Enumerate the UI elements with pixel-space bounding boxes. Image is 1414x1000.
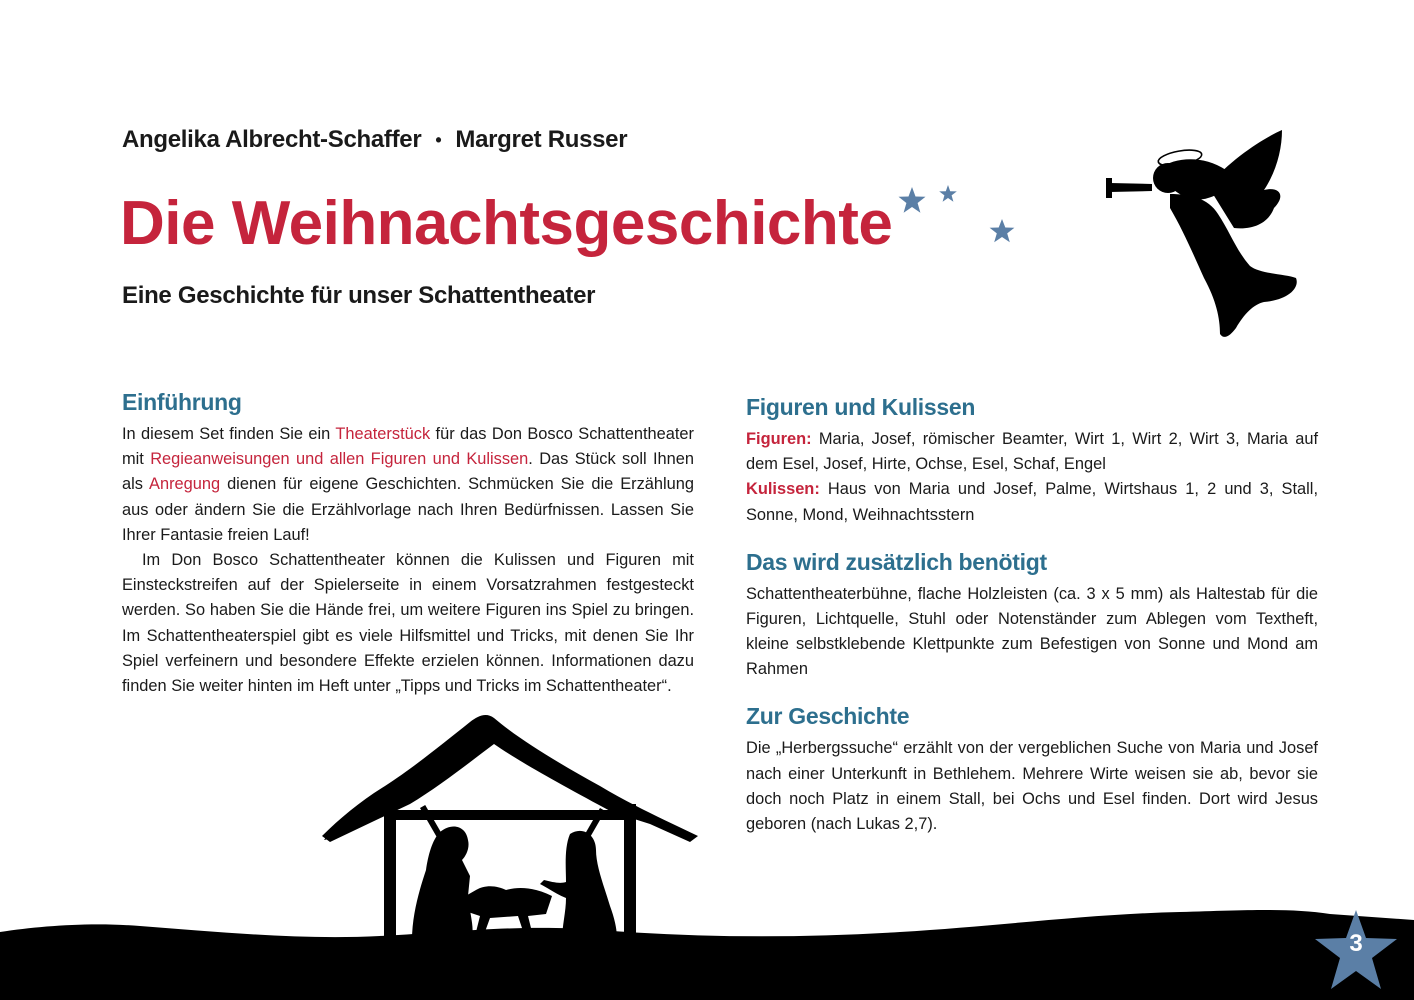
- star-icon: [990, 219, 1015, 242]
- stable-post-right: [624, 804, 636, 944]
- geschichte-heading: Zur Geschichte: [746, 703, 910, 730]
- star-icon: [899, 187, 926, 213]
- author-2: Margret Russer: [455, 126, 628, 153]
- figuren-heading: Figuren und Kulissen: [746, 394, 976, 420]
- mary-silhouette: [540, 831, 617, 940]
- star-icon: [939, 185, 957, 202]
- kulissen-label: Kulissen:: [746, 480, 820, 499]
- highlight-anregung: Anregung: [149, 475, 221, 494]
- ground-silhouette: [0, 910, 1414, 1000]
- geschichte-paragraph: Die „Herbergssuche“ erzählt von der vergeblichen Suche von Maria und Josef nach einer Unterkunft in Bethlehem. Mehrere Wirte weisen sie ab, bevor sie doch noch Platz in einem Stall, bei Ochs und Esel finden. Dort wird Jesus geboren (nach Lukas 2,7).: [746, 739, 1318, 833]
- intro-paragraph-1: In diesem Set finden Sie ein Theaterstück für das Don Bosco Schattentheater mit Regieanweisungen und allen Figuren und Kulissen. Das Stück soll Ihnen als Anregung dienen für eigene Geschichten. Schmücken Sie die Erzählung aus oder ändern Sie die Erzählvorlage nach Ihren Bedürfnissen. Lassen Sie Ihrer Fantasie freien Lauf!: [122, 424, 695, 544]
- angel-trumpet-icon: [1104, 128, 1304, 340]
- page-subtitle: Eine Geschichte für unser Schattentheater: [122, 282, 596, 309]
- intro-column: [122, 388, 694, 699]
- page-title: Die Weihnachtsgeschichte: [120, 189, 893, 258]
- nativity-silhouette: [0, 700, 1414, 1000]
- author-1: Angelika Albrecht-Schaffer: [122, 126, 422, 153]
- intro-heading: Einführung: [122, 389, 242, 415]
- joseph-silhouette: [412, 826, 473, 940]
- material-heading: Das wird zusätzlich benötigt: [746, 548, 1047, 575]
- figuren-label: Figuren:: [746, 429, 812, 448]
- material-paragraph: Schattentheaterbühne, flache Holzleisten (ca. 3 x 5 mm) als Haltestab für die Figuren, Lichtquelle, Stuhl oder Notenständer zum Ablegen vom Textheft, kleine selbstklebende Klettpunkte zum Befestigen von Sonne und Mond am Rahmen: [746, 584, 1318, 679]
- stable-post-left: [384, 804, 396, 944]
- stars-decoration: [892, 182, 1022, 252]
- author-separator: •: [435, 129, 442, 150]
- intro-paragraph-2: Im Don Bosco Schattentheater können die Kulissen und Figuren mit Einsteckstreifen auf der Spielerseite in einem Vorsatzrahmen festgesteckt werden. So haben Sie die Hände frei, um weitere Figuren ins Spiel zu bringen. Im Schattentheaterspiel gibt es viele Hilfsmittel und Tricks, mit denen Sie Ihr Spiel verfeinern und besondere Effekte erzielen können. Informationen dazu finden Sie weiter hinten im Heft unter „Tipps und Tricks im Schattentheater“.: [122, 550, 694, 695]
- author-line: [122, 126, 627, 154]
- highlight-theaterstueck: Theaterstück: [335, 424, 431, 443]
- page-number: 3: [1349, 930, 1363, 957]
- figuren-paragraph: Figuren: Maria, Josef, römischer Beamter, Wirt 1, Wirt 2, Wirt 3, Maria auf dem Esel, Josef, Hirte, Ochse, Esel, Schaf, Engel Kulissen: Haus von Maria und Josef, Palme, Wirtshaus 1, 2 und 3, Stall, Sonne, Mond, Weihnachtsstern: [746, 429, 1318, 524]
- stable-roof: [322, 715, 698, 842]
- highlight-regieanweisungen: Regieanweisungen und allen Figuren und Kulissen: [150, 450, 529, 469]
